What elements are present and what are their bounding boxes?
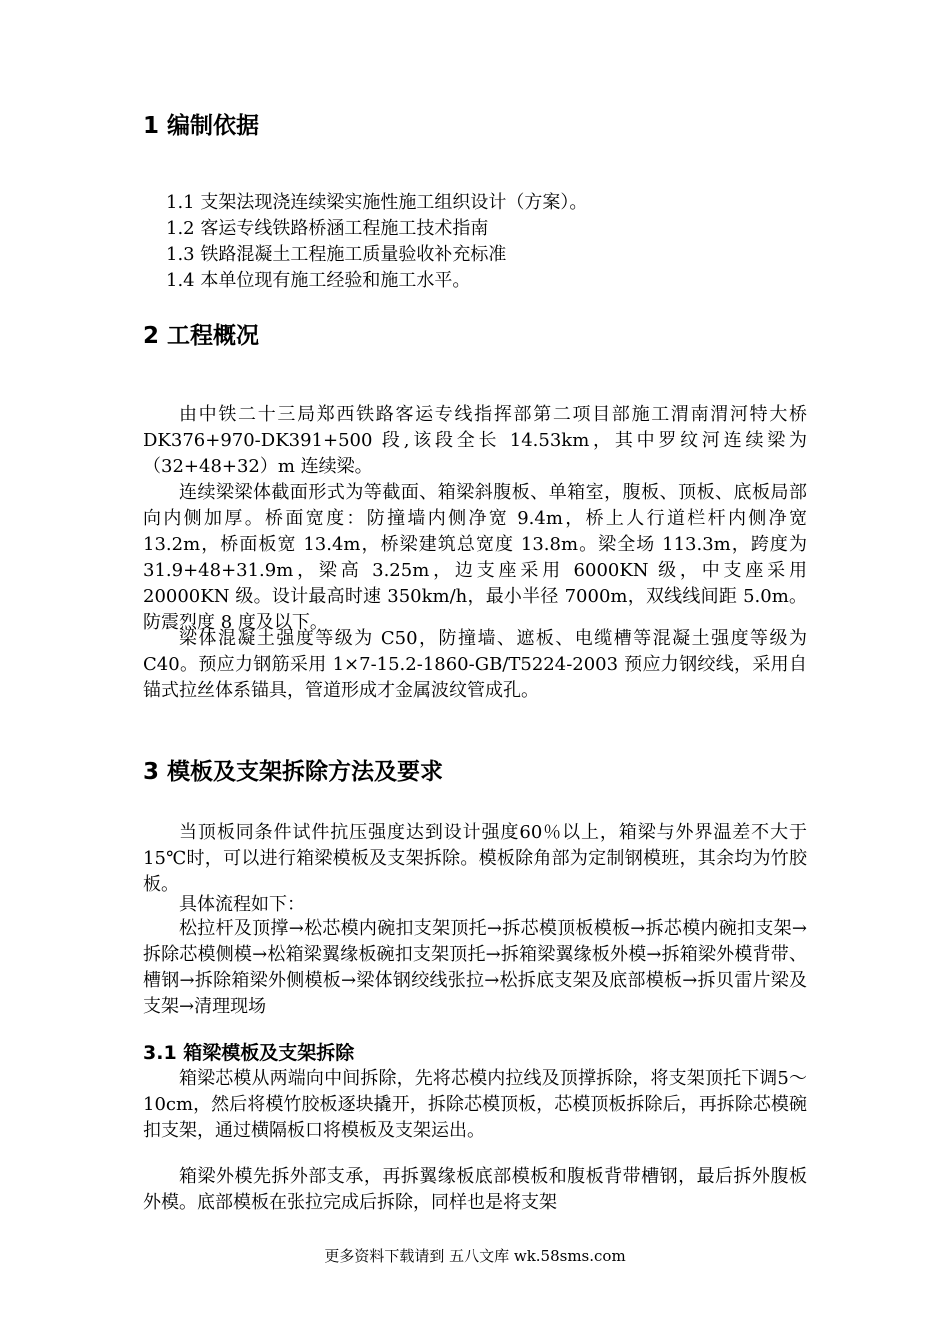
- overview-paragraph-1: 由中铁二十三局郑西铁路客运专线指挥部第二项目部施工渭南渭河特大桥 DK376+970-DK391+500 段,该段全长 14.53km，其中罗纹河连续梁为（32+48+32）m 连续梁。: [143, 404, 807, 477]
- section-2-heading: 2 工程概况: [143, 323, 260, 349]
- section-1-heading: 1 编制依据: [143, 113, 260, 139]
- removal-paragraph-4: 箱梁外模先拆外部支承，再拆翼缘板底部模板和腹板背带槽钢，最后拆外腹板外模。底部模板在张拉完成后拆除，同样也是将支架: [143, 1166, 807, 1213]
- reference-list: [166, 190, 587, 294]
- reference-item: 1.3 铁路混凝土工程施工质量验收补充标准: [166, 244, 507, 265]
- section-3-heading: 3 模板及支架拆除方法及要求: [143, 759, 444, 785]
- reference-item: 1.2 客运专线铁路桥涵工程施工技术指南: [166, 218, 489, 239]
- removal-process-flow: 松拉杆及顶撑→松芯模内碗扣支架顶托→拆芯模顶板模板→拆芯模内碗扣支架→拆除芯模侧模→松箱梁翼缘板碗扣支架顶托→拆箱梁翼缘板外模→拆箱梁外模背带、槽钢→拆除箱梁外侧模板→梁体钢绞线张拉→松拆底支架及底部模板→拆贝雷片梁及支架→清理现场: [143, 918, 807, 1017]
- overview-paragraph-2: 连续梁梁体截面形式为等截面、箱梁斜腹板、单箱室，腹板、顶板、底板局部向内侧加厚。桥面宽度：防撞墙内侧净宽 9.4m，桥上人行道栏杆内侧净宽 13.2m，桥面板宽 13.4m，桥梁建筑总宽度 13.8m。梁全场 113.3m，跨度为 31.9+48+31.9m，梁高 3.25m，边支座采用 6000KN 级，中支座采用 20000KN 级。设计最高时速 350km/h，最小半径 7000m，双线线间距 5.0m。防震烈度 8 度及以下。: [143, 482, 807, 633]
- footer-note: 更多资料下载请到 五八文库 wk.58sms.com: [324, 1247, 626, 1265]
- reference-item: 1.1 支架法现浇连续梁实施性施工组织设计（方案）。: [166, 192, 588, 213]
- removal-paragraph-3: 箱梁芯模从两端向中间拆除，先将芯模内拉线及顶撑拆除，将支架顶托下调5～10cm，然后将模竹胶板逐块撬开，拆除芯模顶板，芯模顶板拆除后，再拆除芯模碗扣支架，通过横隔板口将模板及支架运出。: [143, 1068, 807, 1141]
- removal-paragraph-1: 当顶板同条件试件抗压强度达到设计强度60％以上，箱梁与外界温差不大于15℃时，可以进行箱梁模板及支架拆除。模板除角部为定制钢模班，其余均为竹胶板。: [143, 822, 807, 895]
- overview-paragraph-3: 梁体混凝土强度等级为 C50，防撞墙、遮板、电缆槽等混凝土强度等级为 C40。预应力钢筋采用 1×7-15.2-1860-GB/T5224-2003 预应力钢绞线，采用自锚式拉丝体系锚具，管道形成才金属波纹管成孔。: [143, 628, 807, 701]
- removal-paragraph-2: 具体流程如下：: [179, 894, 305, 915]
- reference-item: 1.4 本单位现有施工经验和施工水平。: [166, 270, 471, 291]
- subsection-3-1-heading: 3.1 箱梁模板及支架拆除: [143, 1042, 355, 1064]
